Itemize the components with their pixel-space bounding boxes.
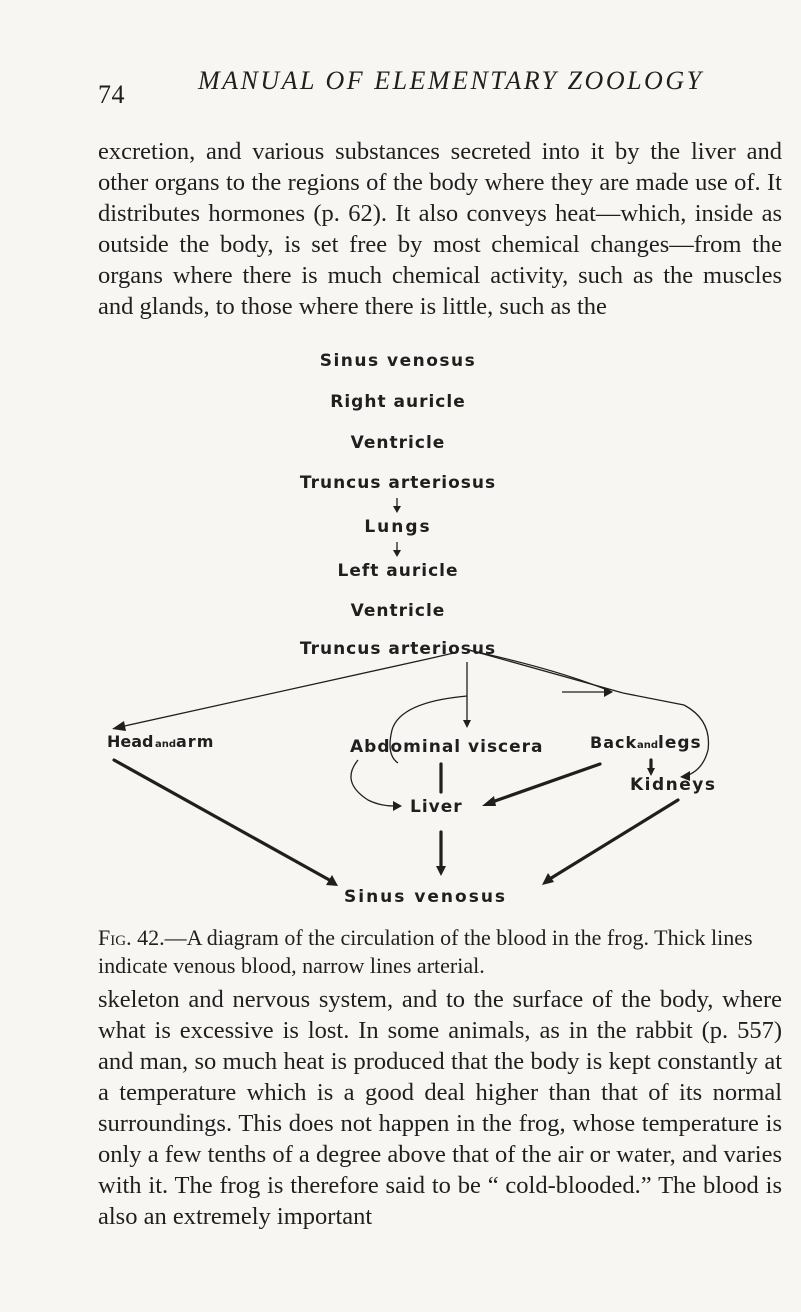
arrowhead-lungs <box>393 506 401 513</box>
label-sinus-venosus-bottom: Sinus venosus <box>344 887 508 907</box>
vein-kidneys-to-sinus <box>548 800 678 880</box>
circulation-diagram <box>0 320 801 930</box>
label-ventricle-bottom: Ventricle <box>350 601 446 621</box>
label-abdominal-viscera: Abdominal viscera <box>350 737 544 757</box>
artery-to-kidneys-outer <box>623 693 684 705</box>
label-right-auricle: Right auricle <box>330 392 466 412</box>
label-head-arm: arm <box>176 732 215 751</box>
label-head: Head <box>107 732 154 751</box>
vein-kidneys-to-liver <box>492 764 600 802</box>
label-sinus-venosus-top: Sinus venosus <box>319 351 477 371</box>
arrowhead-sinus <box>436 866 446 876</box>
arrowhead-left-auricle <box>393 550 401 557</box>
portal-curve <box>351 760 394 806</box>
label-truncus-top: Truncus arteriosus <box>299 473 497 493</box>
page-number: 74 <box>98 80 125 109</box>
arrowhead-abdominal <box>463 720 471 728</box>
arrowhead-liver-right <box>482 796 496 806</box>
arrowhead-head <box>112 721 126 731</box>
label-truncus-bottom: Truncus arteriosus <box>299 639 497 659</box>
figure-label: Fig. 42. <box>98 925 165 950</box>
body-paragraph-bottom: skeleton and nervous system, and to the surface of the body, where what is excessive is lost. In some animals, as in the rabbit (p. 557) and man, so much heat is produced that the body is kept constantly at a temperature which is a good deal higher than that of its normal surroundings. This does not happen in the frog, whose temperature is only a few tenths of a degree above that of the air or water, and varies with it. The frog is therefore said to be “ cold-blooded.” The blood is also an extremely important <box>98 986 782 1230</box>
label-lungs: Lungs <box>364 517 432 537</box>
figure-caption <box>98 924 782 980</box>
label-back: Back <box>590 733 638 752</box>
label-left-auricle: Left auricle <box>337 561 459 581</box>
label-back-and: and <box>637 740 659 751</box>
arrowhead-liver-left <box>393 801 402 811</box>
label-kidneys: Kidneys <box>630 775 717 795</box>
caption-text: —A diagram of the circulation of the blood in the frog. Thick lines indicate venous blood, narrow lines arterial. <box>98 925 753 978</box>
vein-head-to-sinus <box>114 760 333 882</box>
artery-to-head-long <box>120 658 432 727</box>
running-title: MANUAL OF ELEMENTARY ZOOLOGY <box>198 66 704 95</box>
label-liver: Liver <box>410 797 463 817</box>
label-back-legs: legs <box>658 733 702 753</box>
label-head-and: and <box>155 739 177 750</box>
label-ventricle-top: Ventricle <box>350 433 446 453</box>
body-paragraph-top: excretion, and various substances secreted into it by the liver and other organs to the regions of the body where they are made use of. It distributes hormones (p. 62). It also conveys heat—which, inside as outside the body, is set free by most chemical changes—from the organs where there is much chemical activity, such as the muscles and glands, to those where there is little, such as the <box>98 138 782 320</box>
